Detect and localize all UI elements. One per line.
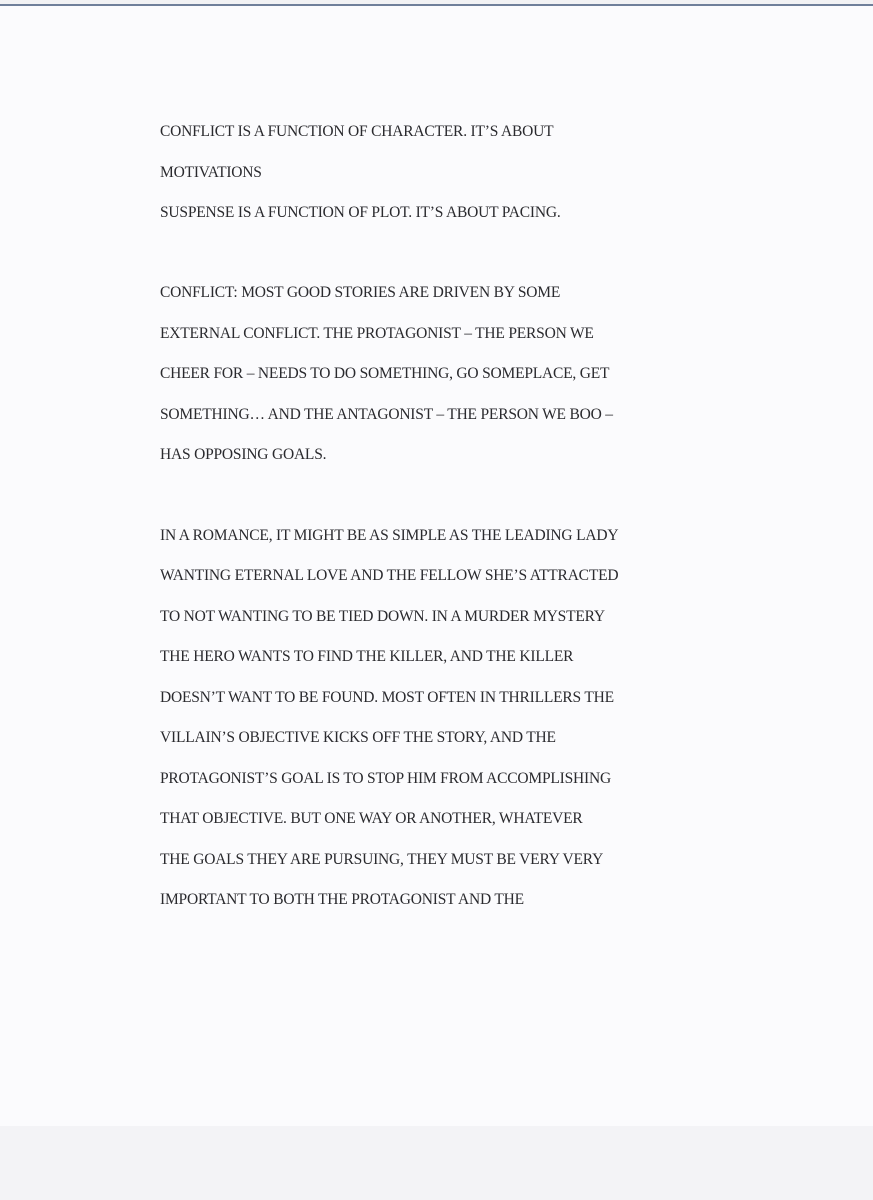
scanned-page xyxy=(0,4,873,1128)
paragraph-3 xyxy=(160,522,720,927)
text-line: MOTIVATIONS xyxy=(160,163,262,181)
text-line: IN A ROMANCE, IT MIGHT BE AS SIMPLE AS THE LEADING LADY xyxy=(160,526,619,544)
text-line: CHEER FOR – NEEDS TO DO SOMETHING, GO SOMEPLACE, GET xyxy=(160,365,610,382)
paragraph-gap xyxy=(160,482,720,522)
paragraph-1 xyxy=(160,118,720,239)
text-line: SOMETHING… AND THE ANTAGONIST – THE PERSON WE BOO – xyxy=(160,405,613,423)
text-line: DOESN’T WANT TO BE FOUND. MOST OFTEN IN THRILLERS THE xyxy=(160,688,614,706)
scanner-bed-margin xyxy=(0,1126,873,1200)
text-line: WANTING ETERNAL LOVE AND THE FELLOW SHE’S ATTRACTED xyxy=(160,567,619,584)
text-line: EXTERNAL CONFLICT. THE PROTAGONIST – THE PERSON WE xyxy=(160,324,594,342)
paragraph-2 xyxy=(160,279,720,482)
text-line: CONFLICT: MOST GOOD STORIES ARE DRIVEN BY SOME xyxy=(160,284,561,301)
text-line: THE GOALS THEY ARE PURSUING, THEY MUST BE VERY VERY xyxy=(160,850,604,868)
text-line: SUSPENSE IS A FUNCTION OF PLOT. IT’S ABOUT PACING. xyxy=(160,203,561,221)
text-line: THE HERO WANTS TO FIND THE KILLER, AND THE KILLER xyxy=(160,648,574,665)
text-line: PROTAGONIST’S GOAL IS TO STOP HIM FROM ACCOMPLISHING xyxy=(160,769,611,787)
text-line: VILLAIN’S OBJECTIVE KICKS OFF THE STORY, AND THE xyxy=(160,729,556,746)
text-line: THAT OBJECTIVE. BUT ONE WAY OR ANOTHER, WHATEVER xyxy=(160,810,583,827)
text-line: TO NOT WANTING TO BE TIED DOWN. IN A MURDER MYSTERY xyxy=(160,607,605,625)
paragraph-gap xyxy=(160,239,720,279)
text-line: HAS OPPOSING GOALS. xyxy=(160,446,327,463)
text-line: CONFLICT IS A FUNCTION OF CHARACTER. IT’S ABOUT xyxy=(160,123,554,140)
document-body xyxy=(160,118,720,927)
text-line: IMPORTANT TO BOTH THE PROTAGONIST AND THE xyxy=(160,891,524,908)
